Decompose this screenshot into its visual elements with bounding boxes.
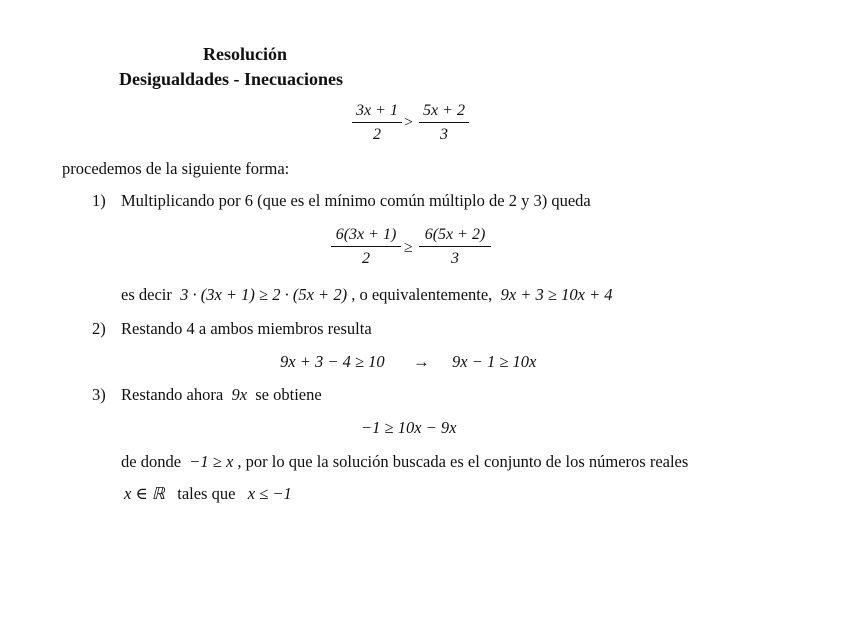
step1-right-numerator: 6(5x + 2) bbox=[419, 226, 491, 247]
main-left-denominator: 2 bbox=[373, 126, 381, 143]
step1-expr-a: 3 · (3x + 1) ≥ 2 · (5x + 2) bbox=[180, 285, 348, 304]
step3-conclusion-expr: −1 ≥ x bbox=[189, 452, 234, 471]
step3-conclusion-b: , por lo que la solución buscada es el conjunto de los números reales bbox=[237, 452, 689, 471]
step3-number: 3) bbox=[92, 385, 106, 404]
intro-text: procedemos de la siguiente forma: bbox=[62, 159, 290, 178]
step3-text-b: se obtiene bbox=[255, 385, 322, 404]
page-subtitle: Desigualdades - Inecuaciones bbox=[119, 69, 344, 89]
step1-equivalently: , o equivalentemente, bbox=[351, 285, 493, 304]
step1-es-decir: es decir bbox=[121, 285, 172, 304]
step3-text-expr: 9x bbox=[231, 385, 248, 404]
step3-expr: −1 ≥ 10x − 9x bbox=[361, 418, 457, 437]
step2-expr-right: 9x − 1 ≥ 10x bbox=[452, 352, 537, 371]
main-right-fraction bbox=[419, 102, 469, 144]
step3-final bbox=[124, 484, 292, 504]
step1-operator: ≥ bbox=[404, 239, 413, 256]
main-right-numerator: 5x + 2 bbox=[419, 102, 469, 123]
main-operator: > bbox=[404, 114, 414, 131]
main-left-fraction bbox=[352, 102, 402, 144]
step3-conclusion bbox=[121, 452, 688, 472]
step1-line bbox=[121, 285, 613, 305]
step2-expr-left: 9x + 3 − 4 ≥ 10 bbox=[280, 352, 385, 371]
step1-right-fraction bbox=[419, 226, 491, 268]
step1-right-denominator: 3 bbox=[451, 250, 459, 267]
page-title: Resolución bbox=[203, 44, 288, 64]
step1-expr-b: 9x + 3 ≥ 10x + 4 bbox=[500, 285, 613, 304]
step2-number: 2) bbox=[92, 319, 106, 338]
main-right-denominator: 3 bbox=[440, 126, 448, 143]
step1-text: Multiplicando por 6 (que es el mínimo común múltiplo de 2 y 3) queda bbox=[121, 191, 591, 210]
step1-left-numerator: 6(3x + 1) bbox=[331, 226, 401, 247]
step1-left-fraction bbox=[331, 226, 401, 268]
step3-final-b: tales que bbox=[177, 484, 236, 503]
step3-text-a: Restando ahora bbox=[121, 385, 224, 404]
step3-conclusion-a: de donde bbox=[121, 452, 182, 471]
step1-left-denominator: 2 bbox=[362, 250, 370, 267]
step2-text: Restando 4 a ambos miembros resulta bbox=[121, 319, 372, 338]
step3-final-a: x ∈ ℝ bbox=[124, 484, 165, 503]
step1-number: 1) bbox=[92, 191, 106, 210]
step2-arrow: → bbox=[413, 352, 430, 371]
main-left-numerator: 3x + 1 bbox=[352, 102, 402, 123]
step3-final-c: x ≤ −1 bbox=[247, 484, 292, 503]
step3-text bbox=[121, 385, 322, 405]
